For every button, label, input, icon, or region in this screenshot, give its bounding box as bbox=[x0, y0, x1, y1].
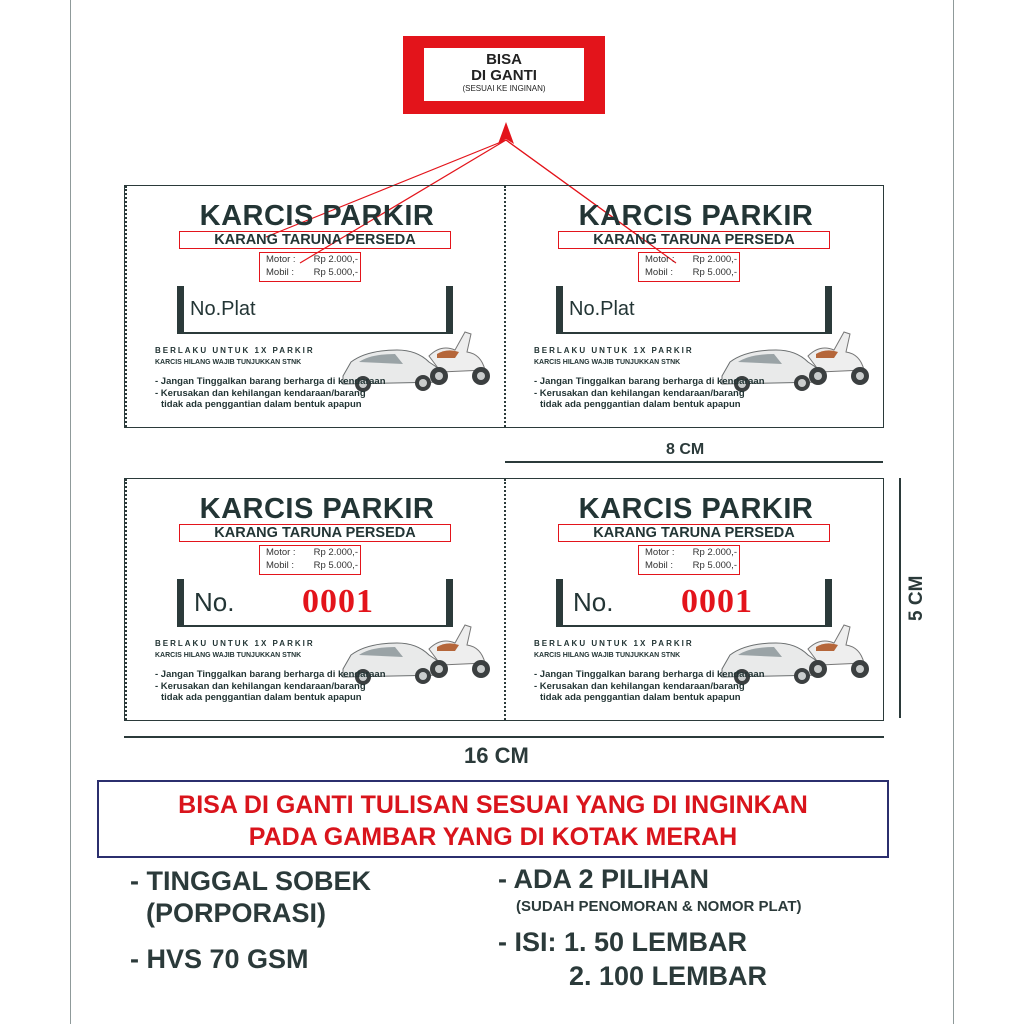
price-value-motor: Rp 2.000,- bbox=[313, 254, 358, 265]
rule-title: BERLAKU UNTUK 1X PARKIR bbox=[534, 639, 694, 648]
rule-item: - Kerusakan dan kehilangan kendaraan/barang bbox=[155, 680, 366, 692]
callout-line3: (SESUAI KE INGINAN) bbox=[462, 84, 546, 93]
rule-subtitle: KARCIS HILANG WAJIB TUNJUKKAN STNK bbox=[534, 652, 681, 659]
price-value-mobil: Rp 5.000,- bbox=[692, 560, 737, 571]
price-label-motor: Motor : bbox=[266, 254, 296, 265]
number-field bbox=[556, 579, 832, 627]
dimension-height: 5 CM bbox=[906, 575, 927, 621]
dimension-width-single: 8 CM bbox=[666, 441, 705, 458]
ticket-subtitle: KARANG TARUNA PERSEDA bbox=[558, 524, 830, 542]
price-label-motor: Motor : bbox=[645, 254, 675, 265]
plate-label: No.Plat bbox=[190, 298, 256, 320]
dimension-width-total: 16 CM bbox=[464, 743, 529, 768]
rule-item: - Jangan Tinggalkan barang berharga di kendaraan bbox=[155, 376, 386, 387]
number-label: No. bbox=[194, 587, 235, 617]
price-value-mobil: Rp 5.000,- bbox=[313, 560, 358, 571]
spec-quantity: - ISI: 1. 50 LEMBAR bbox=[498, 927, 748, 957]
price-label-mobil: Mobil : bbox=[266, 560, 294, 571]
rules-list bbox=[155, 376, 386, 411]
notice-banner bbox=[97, 780, 889, 858]
number-label: No. bbox=[573, 587, 614, 617]
rule-item: - Jangan Tinggalkan barang berharga di kendaraan bbox=[155, 669, 386, 680]
price-label-motor: Motor : bbox=[266, 547, 296, 558]
rule-item: - Kerusakan dan kehilangan kendaraan/barang bbox=[534, 387, 745, 399]
ticket-number-2 bbox=[504, 479, 882, 721]
rule-title: BERLAKU UNTUK 1X PARKIR bbox=[534, 346, 694, 355]
price-box bbox=[638, 252, 740, 282]
rule-item: tidak ada penggantian dalam bentuk apapun bbox=[540, 692, 741, 703]
price-label-mobil: Mobil : bbox=[645, 560, 673, 571]
spec-options-note: (SUDAH PENOMORAN & NOMOR PLAT) bbox=[516, 898, 802, 915]
price-label-mobil: Mobil : bbox=[645, 267, 673, 278]
rules-list bbox=[534, 669, 765, 704]
ticket-number: 0001 bbox=[302, 583, 374, 620]
rule-item: - Jangan Tinggalkan barang berharga di kendaraan bbox=[534, 669, 765, 680]
banner-line1: BISA DI GANTI TULISAN SESUAI YANG DI INGINKAN bbox=[178, 791, 808, 819]
price-label-mobil: Mobil : bbox=[266, 267, 294, 278]
spec-perforation-note: (PORPORASI) bbox=[146, 898, 327, 928]
rule-item: - Jangan Tinggalkan barang berharga di kendaraan bbox=[534, 376, 765, 387]
ticket-subtitle: KARANG TARUNA PERSEDA bbox=[179, 231, 451, 249]
price-value-motor: Rp 2.000,- bbox=[313, 547, 358, 558]
rule-title: BERLAKU UNTUK 1X PARKIR bbox=[155, 639, 315, 648]
dimension-line-5cm bbox=[899, 478, 901, 718]
ticket-subtitle: KARANG TARUNA PERSEDA bbox=[558, 231, 830, 249]
rule-subtitle: KARCIS HILANG WAJIB TUNJUKKAN STNK bbox=[534, 359, 681, 366]
dimension-line-8cm bbox=[505, 461, 883, 463]
price-value-mobil: Rp 5.000,- bbox=[313, 267, 358, 278]
rule-item: tidak ada penggantian dalam bentuk apapun bbox=[161, 692, 362, 703]
spec-paper: - HVS 70 GSM bbox=[130, 944, 309, 974]
ticket-plate-2 bbox=[504, 186, 882, 428]
ticket-title: KARCIS PARKIR bbox=[578, 200, 814, 232]
plate-label: No.Plat bbox=[569, 298, 635, 320]
rule-item: tidak ada penggantian dalam bentuk apapun bbox=[161, 399, 362, 410]
scooter-icon bbox=[800, 322, 872, 392]
scooter-icon bbox=[421, 322, 493, 392]
ticket-number-1 bbox=[125, 479, 503, 721]
price-value-mobil: Rp 5.000,- bbox=[692, 267, 737, 278]
callout-line2: DI GANTI bbox=[471, 67, 537, 84]
plate-field bbox=[556, 286, 832, 334]
spec-quantity-2: 2. 100 LEMBAR bbox=[569, 961, 768, 991]
ticket-plate-1 bbox=[125, 186, 503, 428]
spec-perforation: - TINGGAL SOBEK bbox=[130, 866, 372, 896]
ticket-title: KARCIS PARKIR bbox=[578, 493, 814, 525]
rules-list bbox=[155, 669, 386, 704]
price-value-motor: Rp 2.000,- bbox=[692, 547, 737, 558]
price-box bbox=[638, 545, 740, 575]
plate-field bbox=[177, 286, 453, 334]
price-value-motor: Rp 2.000,- bbox=[692, 254, 737, 265]
rule-title: BERLAKU UNTUK 1X PARKIR bbox=[155, 346, 315, 355]
rule-item: - Kerusakan dan kehilangan kendaraan/barang bbox=[155, 387, 366, 399]
rule-subtitle: KARCIS HILANG WAJIB TUNJUKKAN STNK bbox=[155, 652, 302, 659]
callout-line1: BISA bbox=[486, 51, 522, 68]
scooter-icon bbox=[421, 615, 493, 685]
rule-item: - Kerusakan dan kehilangan kendaraan/barang bbox=[534, 680, 745, 692]
rules-list bbox=[534, 376, 765, 411]
price-box bbox=[259, 545, 361, 575]
price-box bbox=[259, 252, 361, 282]
scooter-icon bbox=[800, 615, 872, 685]
ticket-sheet-numbered bbox=[124, 478, 884, 721]
ticket-sheet-plate bbox=[124, 185, 884, 428]
ticket-number: 0001 bbox=[681, 583, 753, 620]
rule-subtitle: KARCIS HILANG WAJIB TUNJUKKAN STNK bbox=[155, 359, 302, 366]
price-label-motor: Motor : bbox=[645, 547, 675, 558]
ticket-subtitle: KARANG TARUNA PERSEDA bbox=[179, 524, 451, 542]
spec-options: - ADA 2 PILIHAN bbox=[498, 864, 710, 894]
dimension-line-16cm bbox=[124, 736, 884, 738]
number-field bbox=[177, 579, 453, 627]
rule-item: tidak ada penggantian dalam bentuk apapun bbox=[540, 399, 741, 410]
ticket-title: KARCIS PARKIR bbox=[199, 200, 435, 232]
ticket-title: KARCIS PARKIR bbox=[199, 493, 435, 525]
banner-line2: PADA GAMBAR YANG DI KOTAK MERAH bbox=[248, 823, 738, 851]
